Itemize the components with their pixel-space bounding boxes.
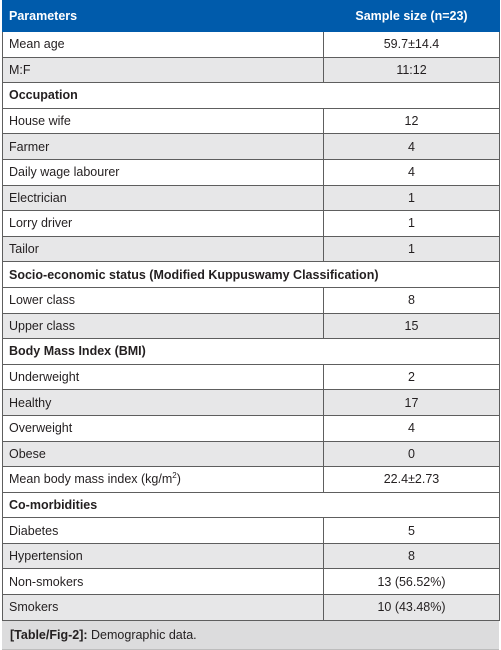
- row-value: 1: [324, 211, 500, 237]
- row-label-text: Obese: [9, 446, 46, 461]
- table-row: [3, 108, 500, 134]
- header-parameters: Parameters: [3, 1, 324, 32]
- row-value: 17: [324, 390, 500, 416]
- table-row: [3, 569, 500, 595]
- row-value: 4: [324, 159, 500, 185]
- row-label-text: Electrician: [9, 190, 67, 205]
- table-row: [3, 159, 500, 185]
- row-label: [3, 236, 324, 262]
- caption-ref: [Table/Fig-2]:: [10, 627, 88, 642]
- row-label: [3, 185, 324, 211]
- table-row: [3, 185, 500, 211]
- row-label-text: Daily wage labourer: [9, 165, 120, 180]
- table-row: [3, 441, 500, 467]
- table-row: [3, 518, 500, 544]
- header-sample-size: Sample size (n=23): [324, 1, 500, 32]
- table-row: [3, 390, 500, 416]
- table-row: [3, 313, 500, 339]
- table-row: [3, 543, 500, 569]
- row-value: 12: [324, 108, 500, 134]
- section-row: [3, 83, 500, 109]
- section-label: Socio-economic status (Modified Kuppuswamy Classification): [3, 262, 500, 288]
- row-value: 11:12: [324, 57, 500, 83]
- row-label: [3, 32, 324, 58]
- row-label-suffix: ): [176, 472, 181, 487]
- row-label-text: Lower class: [9, 293, 75, 308]
- row-value: 10 (43.48%): [324, 595, 500, 621]
- row-label-text: Smokers: [9, 600, 59, 615]
- row-label-text: Overweight: [9, 421, 73, 436]
- section-label: Occupation: [3, 83, 500, 109]
- table-body: [3, 32, 500, 621]
- table-caption: [2, 621, 499, 650]
- row-value: 13 (56.52%): [324, 569, 500, 595]
- row-label: [3, 134, 324, 160]
- row-label-text: Mean body mass index (kg/m: [9, 472, 173, 487]
- row-label-text: Healthy: [9, 395, 52, 410]
- section-row: [3, 492, 500, 518]
- row-value: 4: [324, 415, 500, 441]
- table-row: [3, 364, 500, 390]
- demographic-table: [2, 0, 500, 621]
- table-row: [3, 211, 500, 237]
- section-row: [3, 339, 500, 365]
- row-label: [3, 313, 324, 339]
- section-row: [3, 262, 500, 288]
- row-label-text: Non-smokers: [9, 574, 84, 589]
- row-label-text: Lorry driver: [9, 216, 73, 231]
- row-label-text: Tailor: [9, 242, 39, 257]
- row-value: 22.4±2.73: [324, 467, 500, 493]
- row-label: [3, 518, 324, 544]
- row-value: 8: [324, 287, 500, 313]
- table-row: [3, 236, 500, 262]
- row-label-text: Farmer: [9, 139, 50, 154]
- row-value: 1: [324, 185, 500, 211]
- row-label: [3, 595, 324, 621]
- table-header-row: [3, 1, 500, 32]
- row-label: [3, 57, 324, 83]
- row-value: 8: [324, 543, 500, 569]
- row-label: [3, 159, 324, 185]
- row-label-superscript: 2: [172, 471, 177, 481]
- row-label: [3, 287, 324, 313]
- table-row: [3, 134, 500, 160]
- section-label: Co-morbidities: [3, 492, 500, 518]
- section-label: Body Mass Index (BMI): [3, 339, 500, 365]
- row-label: [3, 108, 324, 134]
- row-label-text: Diabetes: [9, 523, 59, 538]
- row-value: 1: [324, 236, 500, 262]
- row-value: 0: [324, 441, 500, 467]
- row-label: [3, 390, 324, 416]
- row-value: 2: [324, 364, 500, 390]
- table-row: [3, 595, 500, 621]
- table-row: [3, 415, 500, 441]
- row-value: 15: [324, 313, 500, 339]
- row-value: 4: [324, 134, 500, 160]
- row-label-text: M:F: [9, 62, 31, 77]
- row-label: [3, 441, 324, 467]
- row-label-text: House wife: [9, 114, 71, 129]
- table-row: [3, 32, 500, 58]
- row-label: [3, 415, 324, 441]
- row-label: [3, 211, 324, 237]
- caption-text: Demographic data.: [87, 627, 197, 642]
- row-label-text: Underweight: [9, 370, 80, 385]
- table-figure: [2, 0, 499, 650]
- table-row: [3, 57, 500, 83]
- row-label-text: Mean age: [9, 37, 65, 52]
- row-label-text: Hypertension: [9, 549, 83, 564]
- row-value: 5: [324, 518, 500, 544]
- row-value: 59.7±14.4: [324, 32, 500, 58]
- table-row: [3, 287, 500, 313]
- row-label-text: Upper class: [9, 318, 75, 333]
- row-label: [3, 569, 324, 595]
- table-row: [3, 467, 500, 493]
- row-label: [3, 543, 324, 569]
- row-label: [3, 467, 324, 493]
- row-label: [3, 364, 324, 390]
